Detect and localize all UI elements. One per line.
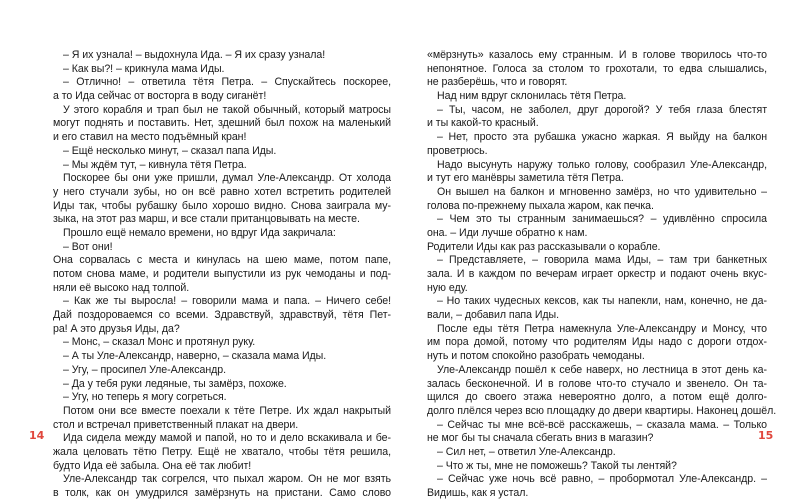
text-line: У этого корабля и трап был не такой обычный, который матросы bbox=[63, 103, 391, 116]
text-line: – Вот они! bbox=[63, 240, 113, 253]
right-page-text bbox=[427, 49, 777, 501]
text-line: – Ещё несколько минут, – сказал папа Иды. bbox=[63, 144, 277, 157]
text-line: – Представляете, – говорила мама Иды, – там три банкетных bbox=[437, 254, 767, 267]
text-line: в толк, как он умудрился замёрзнуть на пристани. Само слово bbox=[53, 487, 391, 499]
text-line: Она сорвалась с места и кинулась на шею маме, потом папе, bbox=[53, 254, 391, 267]
text-line: зыка, на этот раз марш, и все стали пританцовывать на месте. bbox=[53, 213, 360, 226]
text-line: и его ставил на место подъёмный кран! bbox=[53, 131, 247, 144]
left-page-number: 14 bbox=[29, 429, 45, 442]
text-line: – Сейчас ты мне всё-всё расскажешь, – сказала мама. – Только bbox=[437, 418, 767, 431]
text-line: она. – Иди лучше обратно к нам. bbox=[427, 226, 588, 239]
text-line: – Что ж ты, мне не поможешь? Такой ты лентяй? bbox=[437, 459, 677, 472]
text-line: «мёрзнуть» казалось ему странным. И в голове творилось что-то bbox=[427, 49, 767, 61]
text-line: голова по-прежнему пыхала жаром, как печка. bbox=[427, 199, 654, 212]
text-line: залась бесконечной. И в голове что-то стучало и звенело. Он та- bbox=[427, 377, 767, 390]
text-line: – Но таких чудесных кексов, как ты напекли, нам, конечно, не да- bbox=[437, 295, 767, 308]
text-line: – Ты, часом, не заболел, друг дорогой? У тебя глаза блестят bbox=[437, 103, 767, 116]
text-line: – Чем это ты странным занимаешься? – удивлённо спросила bbox=[437, 213, 767, 226]
text-line: жала целовать тётю Петру. Ещё не хватало, чтобы тётя решила, bbox=[53, 445, 391, 458]
text-line: потом снова маме, и родители выпустили из рук чемоданы и под- bbox=[53, 268, 391, 280]
text-line: Прошло ещё немало времени, но вдруг Ида закричала: bbox=[63, 226, 336, 239]
text-line: – Сейчас уже ночь всё равно, – пробормотал Уле-Александр. – bbox=[437, 473, 767, 486]
text-line: Уле-Александр пошёл к себе наверх, но лестница в этот день ка- bbox=[437, 363, 767, 376]
text-line: стол и встречал приветственный плакат на двери. bbox=[53, 418, 299, 431]
text-line: ную еду. bbox=[427, 281, 468, 294]
text-line: вали, – добавил папа Иды. bbox=[427, 309, 559, 322]
text-line: зала. И в каждом по вечерам играет оркестр и подают очень вкус- bbox=[427, 268, 767, 280]
text-line: няли её высоко над толпой. bbox=[53, 281, 190, 294]
text-line: – Я их узнала! – выдохнула Ида. – Я их сразу узнала! bbox=[63, 49, 326, 61]
text-line: не разберёшь, что и говорят. bbox=[427, 76, 568, 89]
text-line: Дай поздороваемся со всеми. Здравствуй, здравствуй, тётя Пет- bbox=[53, 309, 391, 322]
text-line: долго плёлся через всю площадку до двери квартиры. Наконец дошёл. bbox=[427, 404, 777, 417]
text-line: Поскорее бы они уже пришли, думал Уле-Александр. От холода bbox=[63, 172, 391, 185]
text-line: щился до своего этажа невероятно долго, а потом ещё долго- bbox=[427, 391, 767, 404]
text-line: Родители Иды как раз рассказывали о корабле. bbox=[427, 240, 661, 253]
text-line: не мог бы ты сначала сбегать вниз в магазин? bbox=[427, 432, 654, 445]
text-line: – Мы ждём тут, – кивнула тётя Петра. bbox=[63, 158, 247, 171]
text-line: Видишь, как я устал. bbox=[427, 487, 529, 499]
text-line: Над ним вдруг склонилась тётя Петра. bbox=[437, 90, 627, 103]
text-line: – Монс, – сказал Монс и протянул руку. bbox=[63, 336, 256, 349]
text-line: будто Ида её забыла. Она её так любит! bbox=[53, 459, 252, 472]
text-line: Иды так, чтобы рубашку было хорошо видно. Снова заиграла му- bbox=[53, 199, 391, 212]
text-line: Уле-Александр так согрелся, что пыхал жаром. Он не мог взять bbox=[63, 473, 391, 486]
text-line: – Нет, просто эта рубашка ужасно жаркая. Я выйду на балкон bbox=[437, 131, 767, 144]
text-line: у него стучали зубы, но он всё равно хотел встретить родителей bbox=[53, 185, 391, 198]
right-page-number: 15 bbox=[758, 429, 774, 442]
text-line: – Угу, но теперь я могу согреться. bbox=[63, 391, 227, 404]
text-line: После еды тётя Петра намекнула Уле-Александру и Монсу, что bbox=[437, 322, 767, 335]
text-line: и ты какой-то красный. bbox=[427, 117, 539, 130]
text-line: непонятное. Голоса за столом то грохотали, то едва слышались, bbox=[427, 62, 767, 75]
left-page-text bbox=[53, 49, 391, 501]
text-line: – Отлично! – ответила тётя Петра. – Спускайтесь поскорее, bbox=[63, 76, 391, 89]
text-line: – Как же ты выросла! – говорили мама и папа. – Ничего себе! bbox=[63, 295, 391, 308]
text-line: Потом они все вместе поехали к тёте Петре. Их ждал накрытый bbox=[63, 404, 391, 417]
text-line: им пора домой, потому что родителям Иды надо с дороги отдох- bbox=[427, 336, 767, 349]
text-line: ра! А это друзья Иды, да? bbox=[53, 322, 180, 335]
text-line: Надо высунуть наружу только голову, сообразил Уле-Александр, bbox=[437, 158, 767, 171]
text-line: а то Ида сейчас от восторга в воду сиганёт! bbox=[53, 90, 267, 103]
text-line: могут поднять и поставить. Нет, здешний был похож на маленький bbox=[53, 117, 391, 130]
text-line: – Угу, – просипел Уле-Александр. bbox=[63, 363, 227, 376]
text-line: – А ты Уле-Александр, наверно, – сказала мама Иды. bbox=[63, 350, 327, 363]
text-line: – Да у тебя руки ледяные, ты замёрз, похоже. bbox=[63, 377, 287, 390]
text-line: нуть и потом спокойно разобрать чемоданы. bbox=[427, 350, 645, 363]
text-line: Ида сидела между мамой и папой, но то и дело вскакивала и бе- bbox=[63, 432, 391, 445]
text-line: и тут его манёвры заметила тётя Петра. bbox=[427, 172, 624, 185]
text-line: – Сил нет, – ответил Уле-Александр. bbox=[437, 445, 616, 458]
text-line: – Как вы?! – крикнула мама Иды. bbox=[63, 62, 225, 75]
text-line: проветрюсь. bbox=[427, 144, 488, 157]
text-line: Он вышел на балкон и мгновенно замёрз, но что удивительно – bbox=[437, 185, 767, 198]
